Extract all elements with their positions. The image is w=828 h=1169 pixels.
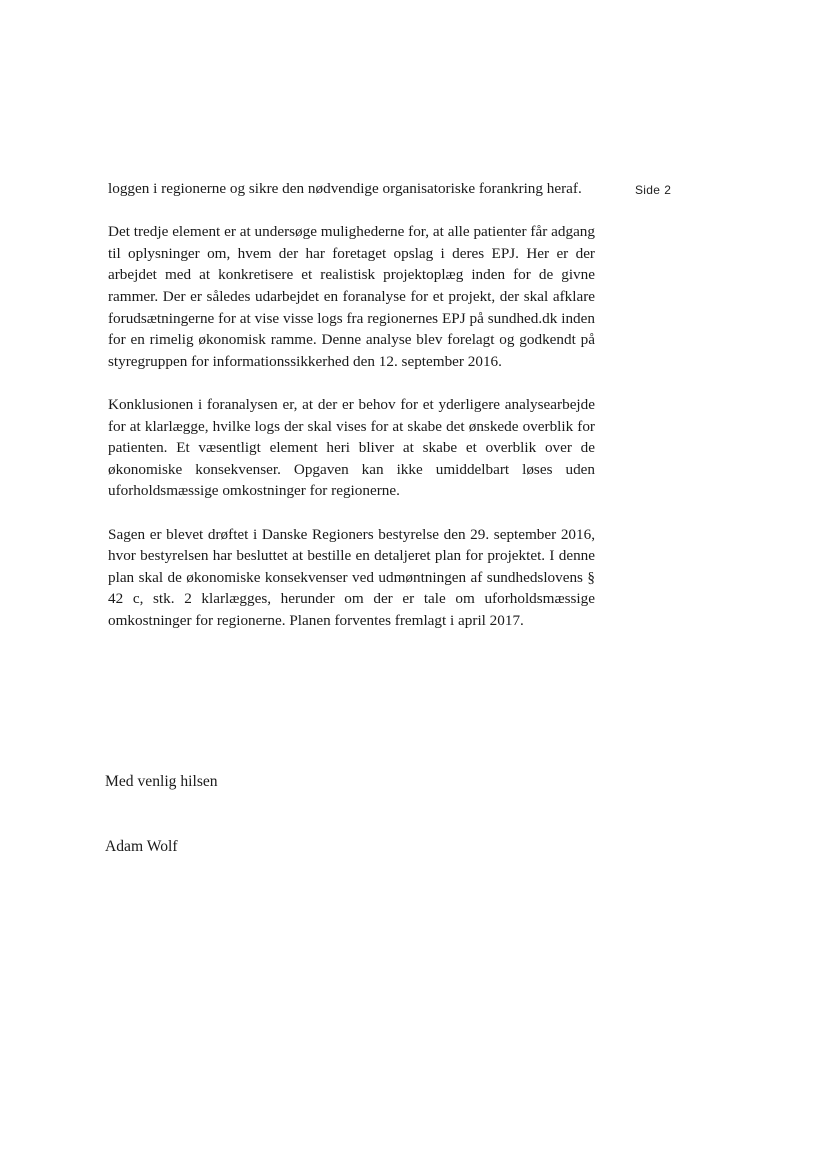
paragraph: Sagen er blevet drøftet i Danske Regioners bestyrelse den 29. september 2016, hvor bestyrelsen har besluttet at bestille en detaljeret plan for projektet. I denne plan skal de økonomiske konsekvenser ved udmøntningen af sundhedslovens § 42 c, stk. 2 klarlægges, herunder om der er tale om uforholdsmæssige omkostninger for regionerne. Planen forventes fremlagt i april 2017. <box>108 525 595 629</box>
signature-name: Adam Wolf <box>105 838 178 855</box>
paragraph: loggen i regionerne og sikre den nødvendige organisatoriske forankring heraf. <box>108 180 582 197</box>
page-number-label: Side <box>635 183 661 197</box>
paragraph: Det tredje element er at undersøge mulighederne for, at alle patienter får adgang til oplysninger om, hvem der har foretaget opslag i deres EPJ. Her er der arbejdet med at konkretisere et realistisk projektoplæg inden for de givne rammer. Der er således udarbejdet en foranalyse for et projekt, der skal afklare forudsætningerne for at vise visse logs fra regionernes EPJ på sundhed.dk inden for en rimelig økonomisk ramme. Denne analyse blev forelagt og godkendt på styregruppen for informationssikkerhed den 12. september 2016. <box>108 223 595 370</box>
letter-body <box>108 178 595 653</box>
page-number <box>635 183 675 197</box>
page-number-value: 2 <box>664 183 672 197</box>
paragraph: Konklusionen i foranalysen er, at der er behov for et yderligere analysearbejde for at klarlægge, hvilke logs der skal vises for at skabe det ønskede overblik for patienten. Et væsentligt element heri bliver at skabe et overblik over de økonomiske konsekvenser. Opgaven kan ikke umiddelbart løses uden uforholdsmæssige omkostninger for regionerne. <box>108 395 595 500</box>
closing-salutation: Med venlig hilsen <box>105 773 218 790</box>
